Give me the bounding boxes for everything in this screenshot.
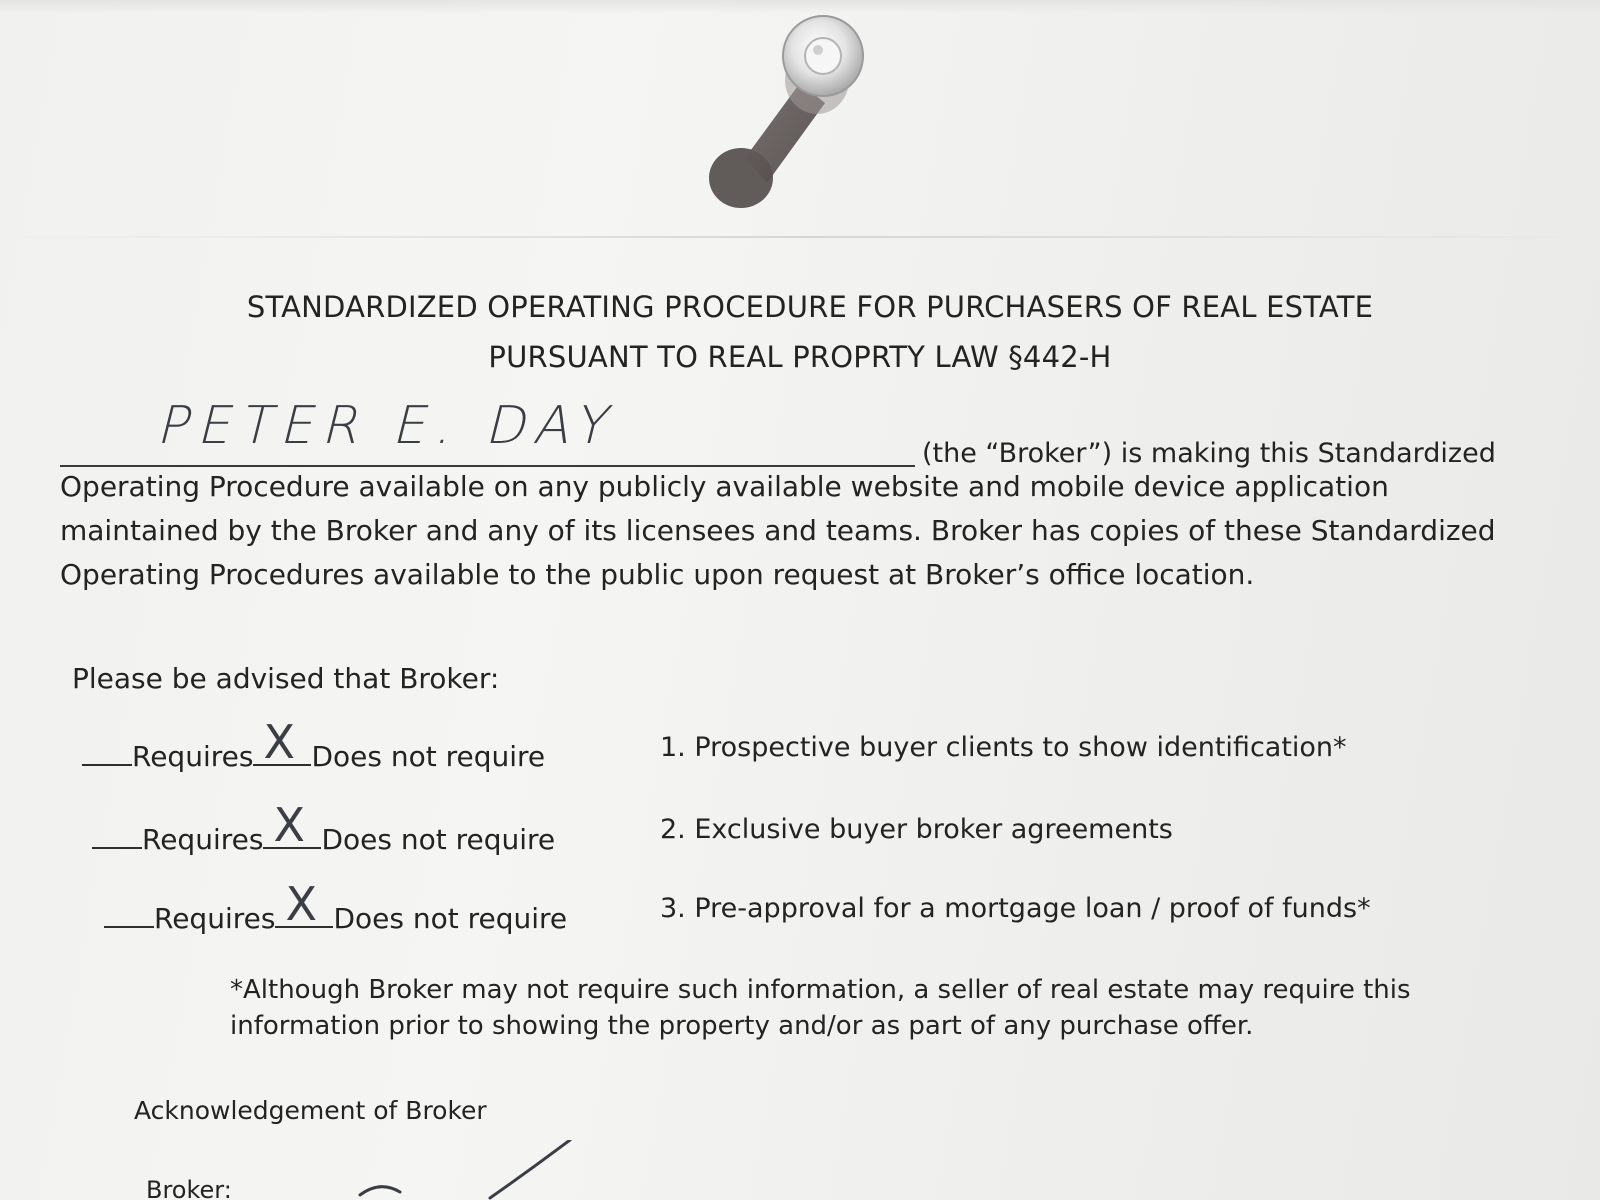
does-not-require-blank — [275, 877, 333, 931]
requires-label: Requires — [142, 823, 264, 856]
requires-blank — [92, 846, 142, 849]
x-mark: X — [285, 877, 317, 931]
document-title-line-2: PURSUANT TO REAL PROPRTY LAW §442-H — [488, 340, 1112, 374]
does-not-require-blank — [263, 798, 321, 852]
paper-fold-crease — [0, 236, 1600, 238]
choice-row-1 — [82, 715, 546, 773]
item-1: 1. Prospective buyer clients to show identification* — [660, 732, 1347, 763]
paragraph-line-3: Operating Procedures available to the public upon request at Broker’s office location. — [60, 558, 1255, 591]
broker-signature-scribble — [340, 1140, 580, 1200]
broker-signature-label: Broker: — [146, 1176, 232, 1200]
does-not-require-label: Does not require — [321, 823, 556, 856]
x-mark: X — [263, 715, 295, 769]
does-not-require-blank — [253, 715, 311, 769]
does-not-require-label: Does not require — [333, 902, 568, 935]
requires-blank — [82, 763, 132, 766]
x-mark: X — [273, 798, 305, 852]
document-title-line-1: STANDARDIZED OPERATING PROCEDURE FOR PURCHASERS OF REAL ESTATE — [246, 290, 1374, 324]
item-3: 3. Pre-approval for a mortgage loan / proof of funds* — [660, 893, 1371, 924]
requires-label: Requires — [132, 740, 254, 773]
advised-label: Please be advised that Broker: — [72, 662, 500, 695]
choice-row-3 — [104, 877, 568, 935]
footnote-line-2: information prior to showing the property and/or as part of any purchase offer. — [230, 1011, 1254, 1041]
broker-name-line — [60, 465, 915, 467]
requires-label: Requires — [154, 902, 276, 935]
requires-blank — [104, 925, 154, 928]
handwritten-broker-name: PETER E. DAY — [152, 396, 626, 456]
push-pin-icon — [705, 8, 895, 223]
acknowledgement-label: Acknowledgement of Broker — [134, 1096, 487, 1125]
footnote-line-1: *Although Broker may not require such information, a seller of real estate may require this — [230, 975, 1411, 1005]
choice-row-2 — [92, 798, 556, 856]
broker-intro-text: (the “Broker”) is making this Standardized — [922, 438, 1496, 469]
item-2: 2. Exclusive buyer broker agreements — [660, 814, 1173, 845]
paragraph-line-1: Operating Procedure available on any publicly available website and mobile device application — [60, 470, 1389, 503]
does-not-require-label: Does not require — [311, 740, 546, 773]
paragraph-line-2: maintained by the Broker and any of its licensees and teams. Broker has copies of these Standardized — [60, 514, 1496, 547]
